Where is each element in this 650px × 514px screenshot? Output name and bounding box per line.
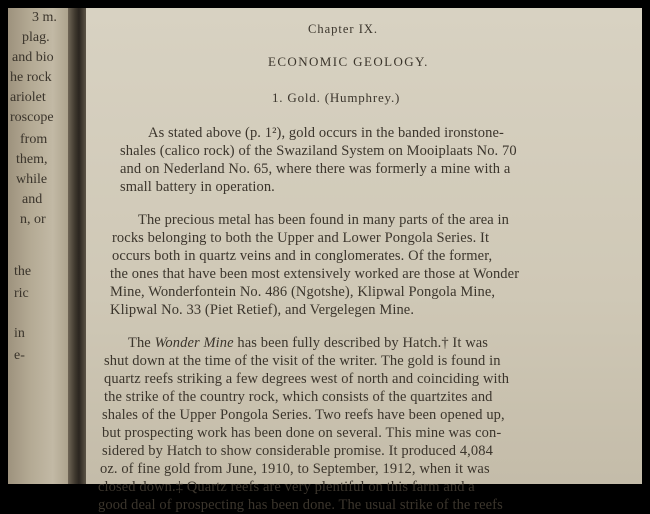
left-page-line: ariolet	[10, 90, 46, 105]
left-page-line: and	[22, 192, 43, 207]
body-line: The precious metal has been found in many parts of the area in	[138, 212, 509, 228]
body-line: shales (calico rock) of the Swaziland System on Mooiplaats No. 70	[120, 143, 517, 159]
body-line: oz. of fine gold from June, 1910, to September, 1912, when it was	[100, 461, 490, 477]
left-page-line: 3 m.	[32, 10, 57, 25]
body-line: the strike of the country rock, which consists of the quartzites and	[104, 389, 493, 405]
body-text: The	[128, 335, 151, 351]
subsection-heading: 1. Gold. (Humphrey.)	[272, 90, 401, 105]
left-page-line: n, or	[20, 212, 46, 227]
left-page-line: ric	[14, 286, 29, 301]
book-gutter	[68, 8, 88, 484]
body-line: and on Nederland No. 65, where there was formerly a mine with a	[120, 161, 511, 177]
body-line: the ones that have been most extensively worked are those at Wonder	[110, 266, 520, 282]
left-page	[8, 8, 72, 484]
body-line: As stated above (p. 1²), gold occurs in the banded ironstone-	[148, 125, 504, 141]
chapter-title: Chapter IX.	[308, 22, 379, 36]
body-line: shut down at the time of the visit of the writer. The gold is found in	[104, 353, 501, 369]
left-page-line: them,	[16, 152, 48, 167]
left-page-line: from	[20, 132, 48, 147]
body-line: shales of the Upper Pongola Series. Two reefs have been opened up,	[102, 407, 505, 423]
body-line: but prospecting work has been done on several. This mine was con-	[102, 425, 502, 441]
body-line: sidered by Hatch to show considerable promise. It produced 4,084	[102, 443, 493, 459]
left-page-line: roscope	[10, 110, 54, 125]
body-line	[128, 335, 488, 352]
body-line: small battery in operation.	[120, 179, 275, 195]
body-line: closed down.‡ Quartz reefs are very plentiful on this farm and a	[98, 479, 475, 495]
body-line: occurs both in quartz veins and in conglomerates. Of the former,	[112, 248, 493, 264]
left-page-line: while	[16, 172, 48, 187]
left-page-line: he rock	[10, 70, 52, 85]
left-page-line: in	[14, 326, 25, 341]
body-text: has been fully described by Hatch.† It was	[237, 335, 489, 351]
right-page	[86, 8, 642, 513]
left-page-line: the	[14, 264, 32, 279]
section-heading: ECONOMIC GEOLOGY.	[268, 54, 429, 69]
body-line: rocks belonging to both the Upper and Lower Pongola Series. It	[112, 230, 490, 246]
body-line: Klipwal No. 33 (Piet Retief), and Vergelegen Mine.	[110, 302, 415, 318]
left-page-line: e-	[14, 348, 25, 363]
body-line: good deal of prospecting has been done. The usual strike of the reefs	[98, 497, 503, 513]
body-line: Mine, Wonderfontein No. 486 (Ngotshe), Klipwal Pongola Mine,	[110, 284, 496, 300]
left-page-line: plag.	[22, 30, 50, 45]
wonder-mine-title: Wonder Mine	[154, 335, 234, 351]
left-page-line: and bio	[12, 50, 54, 65]
body-line: quartz reefs striking a few degrees west of north and coinciding with	[104, 371, 510, 387]
book-photo	[8, 8, 642, 513]
